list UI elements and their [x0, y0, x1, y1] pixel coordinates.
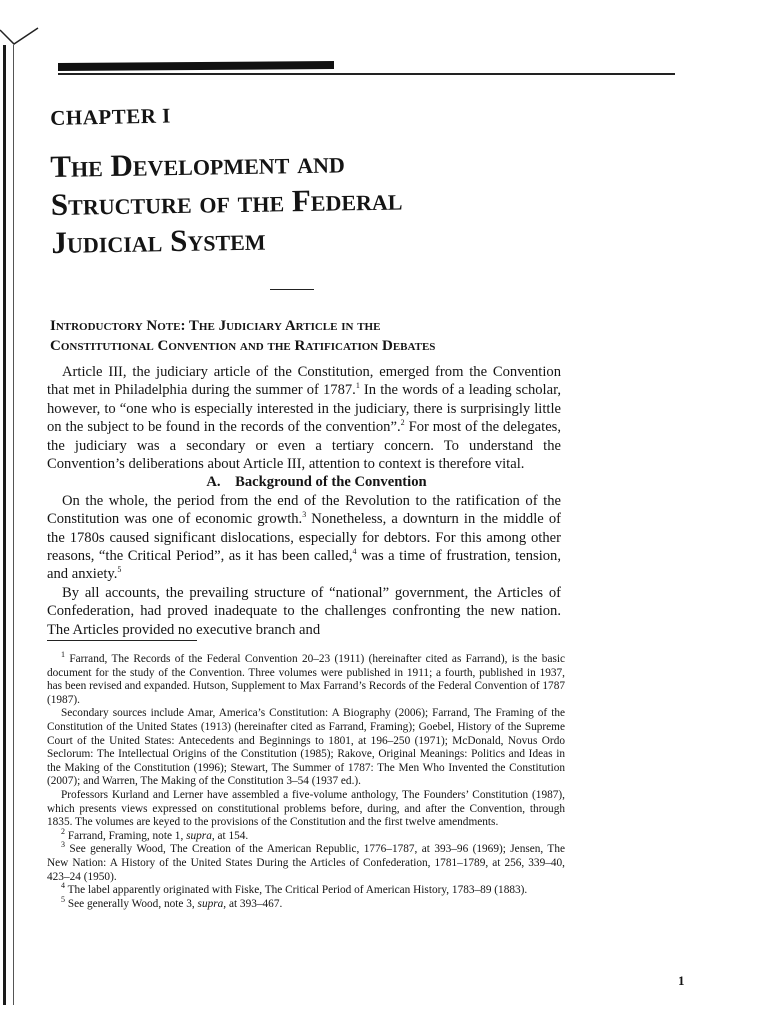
paragraph — [47, 363, 561, 473]
footnote — [47, 881, 565, 898]
paragraph — [47, 492, 561, 584]
footnote-number: 2 — [61, 826, 65, 836]
text-run: was a time of frustration, tension, and anxiety. — [47, 548, 561, 583]
chapter-title-line: Judicial System — [51, 221, 266, 260]
footnote-text: Farrand, Framing, note 1, — [67, 829, 187, 842]
footnote-italic: supra — [186, 829, 212, 842]
footnote-text: Farrand, The Records of the Federal Convention 20–23 (1911) (hereinafter cited as Farrand), is the basic document for the study of the Convention. Three volumes were published in 1911; a fourth, published in 1937, has been revised and expanded. Hutson, Supplement to Max Farrand’s Records of the Federal Convention of 1787 (1987). — [47, 653, 566, 706]
footnote — [47, 840, 565, 884]
footnote-number: 3 — [61, 840, 65, 850]
chapter-title-line: Structure of the Federal — [50, 181, 403, 222]
text-run: In the words of a leading scholar, however, to “one who is especially interested in the judiciary, there is surprisingly little on the subject to be found in the records of the convention”. — [47, 382, 561, 436]
footnote-text: , at 393–467. — [223, 897, 283, 910]
footnote — [47, 650, 566, 707]
note-heading-line: Introductory Note: The Judiciary Article in the — [50, 318, 381, 334]
footnote-number: 1 — [61, 650, 65, 660]
footnote-rule — [47, 640, 197, 641]
header-rule-thin — [58, 73, 675, 75]
footnote-text: See generally Wood, note 3, — [67, 897, 198, 910]
footnote-italic: supra — [197, 897, 224, 910]
text-run: Article III, the judiciary article of the Constitution, emerged from the Convention that met in Philadelphia during the summer of 1787. — [47, 364, 561, 399]
chapter-label: CHAPTER I — [50, 103, 172, 130]
footnote-continuation: Secondary sources include Amar, America’s Constitution: A Biography (2006); Farrand, The Framing of the Constitution of the United States (1913) (hereinafter cited as Farrand, Framing); Goebel, History of the Supreme Court of the United States: Antecedents and Beginnings to 1801, at 196–250 (1971); McDonald, Novus Ordo Seclorum: The Intellectual Origins of the Constitution (1985); Rakove, Original Meanings: Politics and Ideas in the Making of the Constitution (1996); Stewart, The Summer of 1787: The Men Who Invented the Constitution (2007); and Warren, The Making of the Constitution 3–54 (1937 ed.). — [47, 707, 565, 788]
introductory-note-heading — [50, 316, 570, 356]
footnote-text: , at 154. — [211, 829, 249, 842]
footnote — [47, 826, 565, 844]
page-corner-mark — [0, 26, 40, 46]
footnotes — [47, 650, 566, 911]
text-run: On the whole, the period from the end of the Revolution to the ratification of the Constitution was one of economic growth. — [47, 492, 561, 528]
note-heading-line: Constitutional Convention and the Ratification Debates — [50, 338, 436, 354]
footnote-ref[interactable]: 3 — [302, 510, 307, 520]
text-run: Nonetheless, a downturn in the middle of the 1780s caused significant dislocations, especially for debtors. For this among other reasons, “the Critical Period”, as it has been called, — [47, 511, 561, 565]
footnote-text: The label apparently originated with Fiske, The Critical Period of American History, 1783–89 (1883). — [67, 884, 528, 897]
title-separator — [270, 289, 314, 290]
footnote-ref[interactable]: 4 — [352, 547, 357, 557]
footnote-ref[interactable]: 5 — [117, 565, 122, 575]
book-spine-edge — [3, 45, 14, 1005]
footnote-ref[interactable]: 2 — [400, 418, 405, 428]
footnote-continuation: Professors Kurland and Lerner have assembled a five-volume anthology, The Founders’ Constitution (1987), which presents views expressed on constitutional problems before, during, and after the Convention, through 1835. The volumes are keyed to the provisions of the Constitution and the first twelve amendments. — [47, 788, 565, 829]
section-heading: A. Background of the Convention — [206, 474, 427, 491]
paragraph: By all accounts, the prevailing structure of “national” government, the Articles of Confederation, had proved inadequate to the challenges confronting the new nation. The Articles provided no executive branch and — [47, 584, 561, 638]
footnote-ref[interactable]: 1 — [355, 381, 360, 391]
footnote-number: 5 — [61, 894, 65, 904]
text-run: For most of the delegates, the judiciary was a secondary or even a tertiary concern. To understand the Convention’s deliberations about Article III, attention to context is therefore vital. — [47, 419, 562, 473]
header-rule-thick — [58, 61, 334, 71]
page-number: 1 — [678, 973, 685, 988]
chapter-title-line: The Development and — [50, 144, 346, 184]
footnote-number: 4 — [61, 881, 65, 891]
footnote — [47, 894, 565, 912]
footnote-text: See generally Wood, The Creation of the American Republic, 1776–1787, at 393–96 (1969); Jensen, The New Nation: A History of the United States During the Articles of Confederation, 1781–1789, at 256, 339–40, 423–24 (1950). — [47, 843, 565, 883]
chapter-title — [50, 139, 612, 262]
main-text — [47, 363, 561, 639]
